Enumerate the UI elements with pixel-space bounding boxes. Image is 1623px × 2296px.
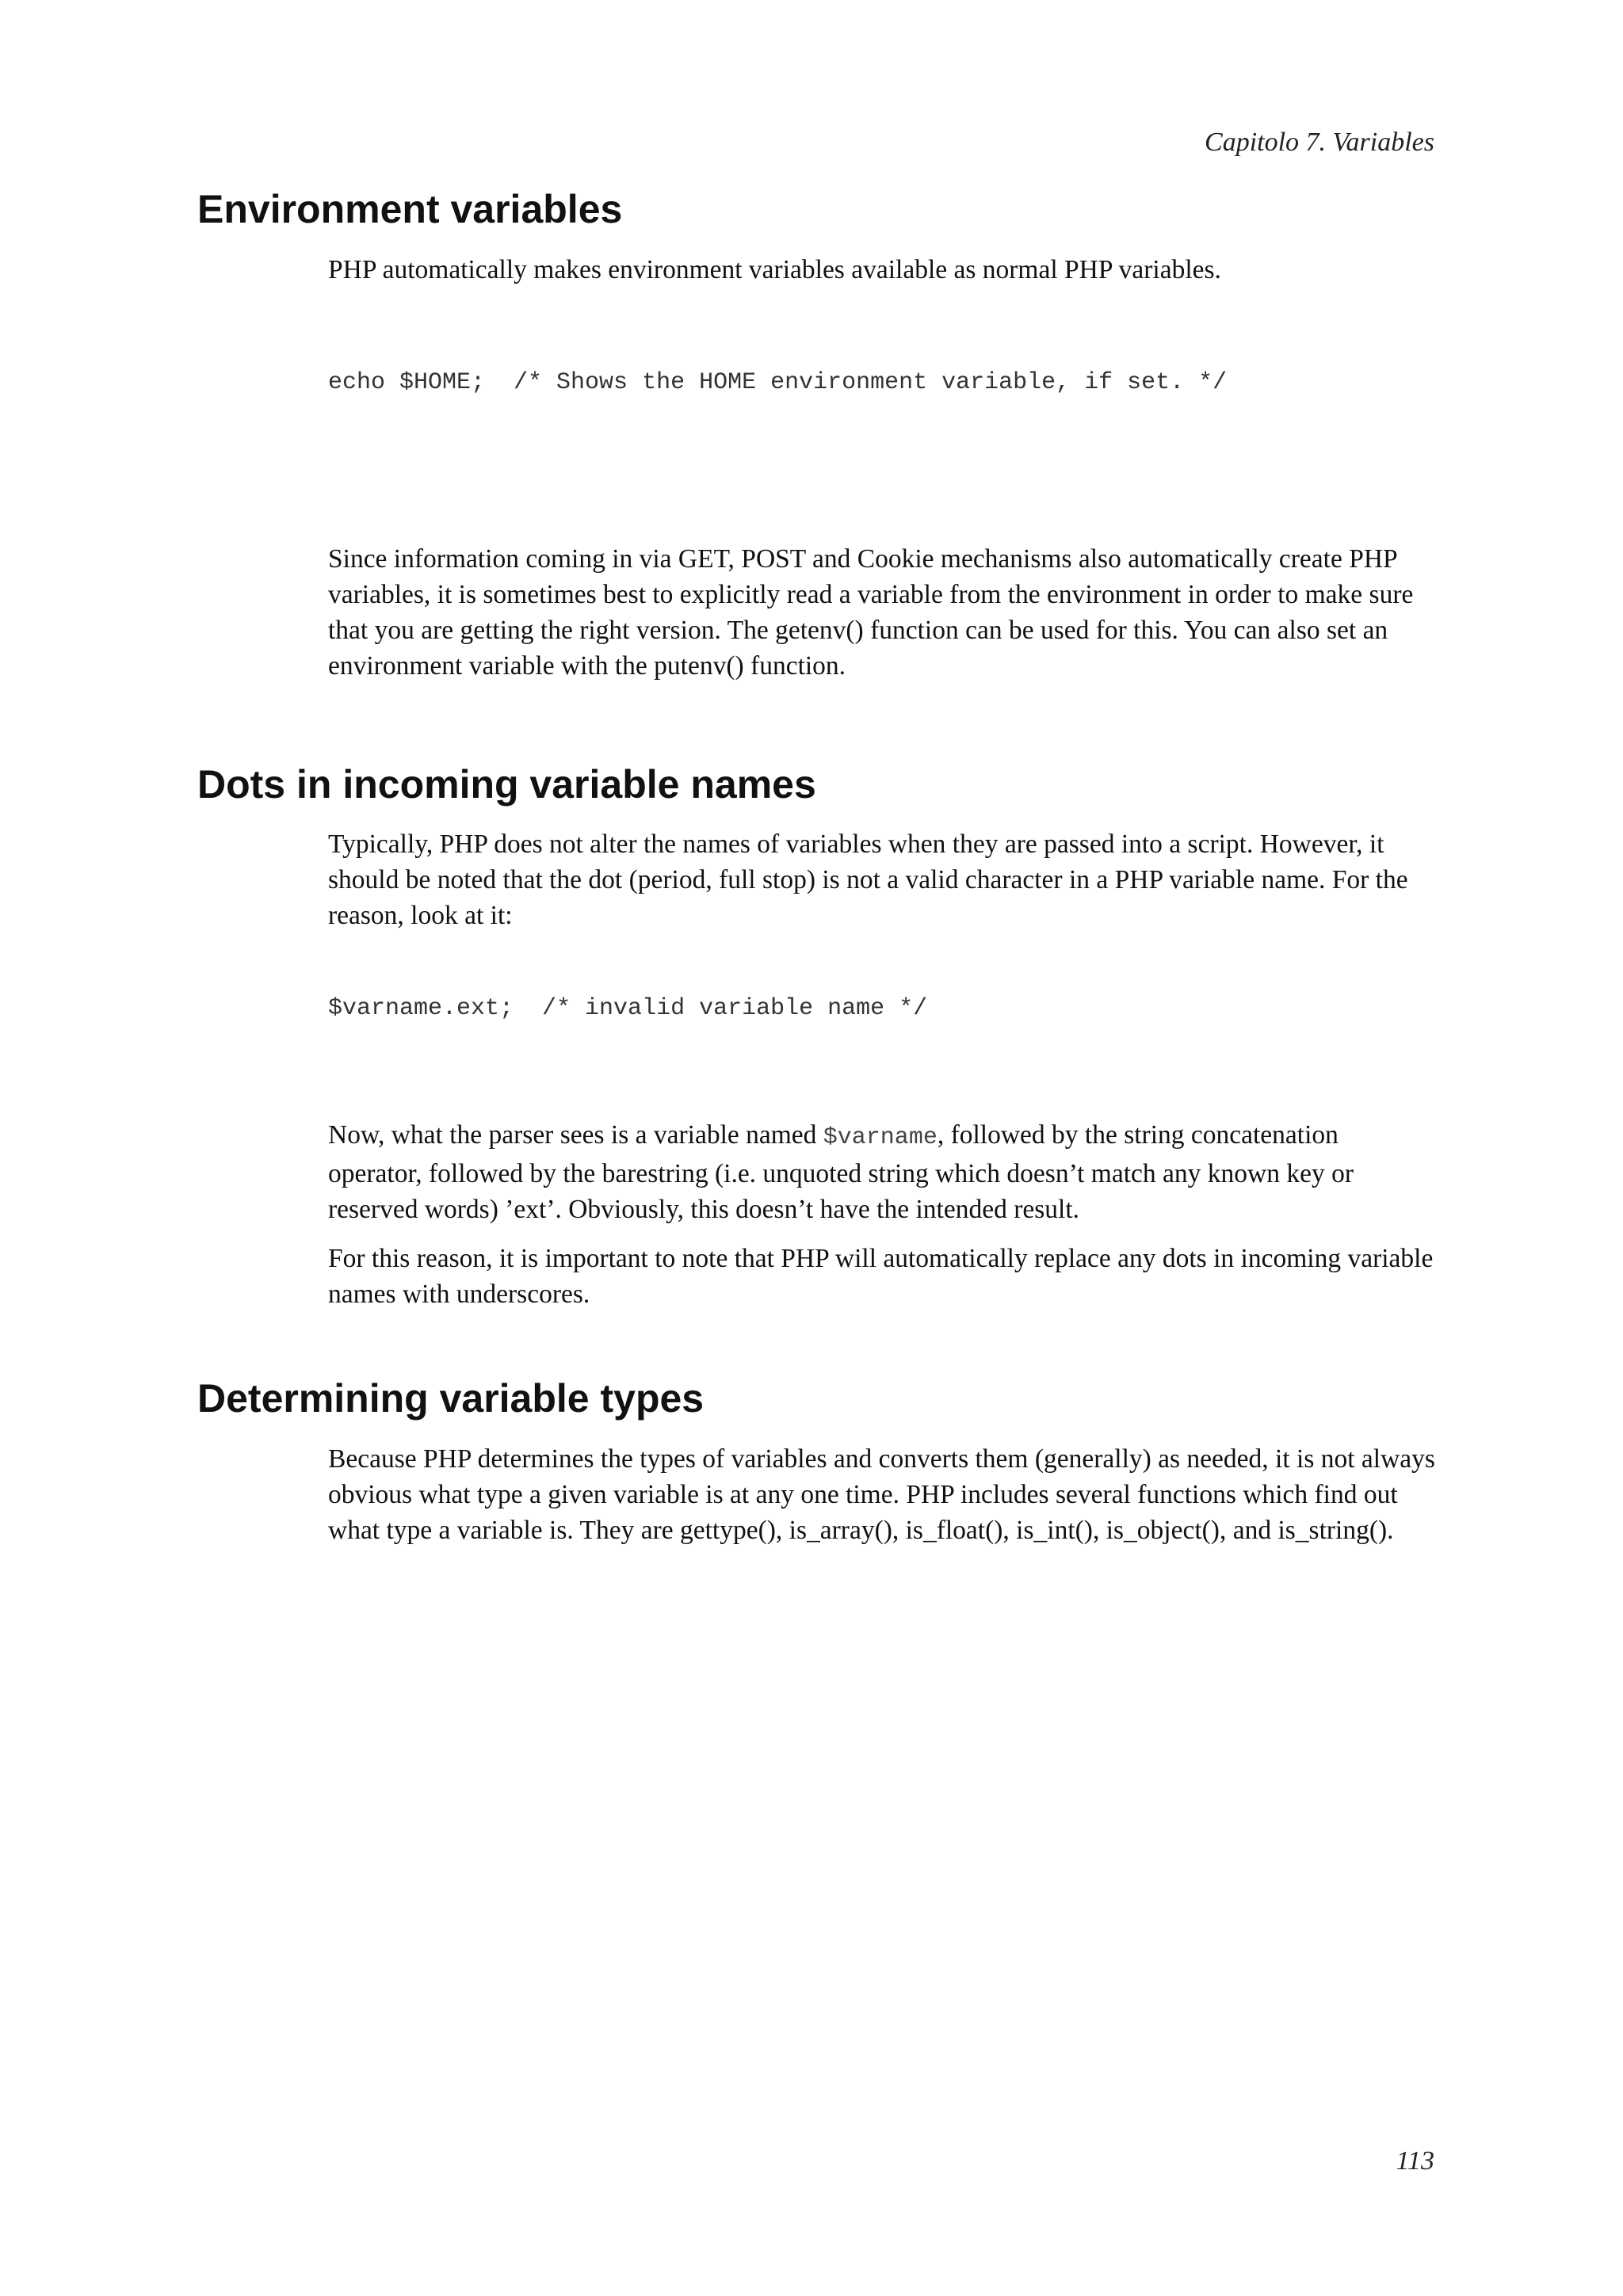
dots-code-example: $varname.ext; /* invalid variable name */ [328,995,928,1022]
environment-body-block [328,541,1438,684]
dots-intro-paragraph: Typically, PHP does not alter the names of variables when they are passed into a script. However, it should be noted that the dot (period, full stop) is not a valid character in a PHP variable name. For the reason, look at it: [328,830,1408,930]
dots-body-text-before: Now, what the parser sees is a variable named [328,1120,823,1150]
page-number: 113 [1396,2146,1434,2176]
dots-body-text-after: , followed by the string concatenation operator, followed by the barestring (i.e. unquoted string which doesn’t match any known key or reserved words) ’ext’. Obviously, this doesn’t have the intended result. [328,1120,1354,1224]
dots-body-paragraph-2: For this reason, it is important to note that PHP will automatically replace any dots in incoming variable names with underscores. [328,1244,1434,1309]
inline-code-varname: $varname [823,1124,938,1151]
environment-body-paragraph: Since information coming in via GET, POST and Cookie mechanisms also automatically create PHP variables, it is sometimes best to explicitly read a variable from the environment in order to make sure that you are getting the right version. The getenv() function can be used for this. You can also set an environment variable with the putenv() function. [328,544,1414,681]
environment-intro-block [328,252,1438,288]
section-title-environment-variables: Environment variables [197,187,623,231]
environment-intro-paragraph: PHP automatically makes environment variables available as normal PHP variables. [328,255,1221,284]
environment-code-example: echo $HOME; /* Shows the HOME environment variable, if set. */ [328,369,1228,396]
section-title-determining-variable-types: Determining variable types [197,1376,705,1421]
section-title-dots-in-variable-names: Dots in incoming variable names [197,762,816,807]
dots-intro-block [328,826,1438,933]
types-body-block [328,1441,1438,1548]
dots-body-block [328,1117,1438,1312]
running-header: Capitolo 7. Variables [1205,128,1434,157]
dots-body-paragraph-1 [328,1117,1438,1227]
types-body-paragraph: Because PHP determines the types of variables and converts them (generally) as needed, it is not always obvious what type a given variable is at any one time. PHP includes several functions which find out what type a variable is. They are gettype(), is_array(), is_float(), is_int(), is_object(), and is_string(). [328,1444,1435,1545]
